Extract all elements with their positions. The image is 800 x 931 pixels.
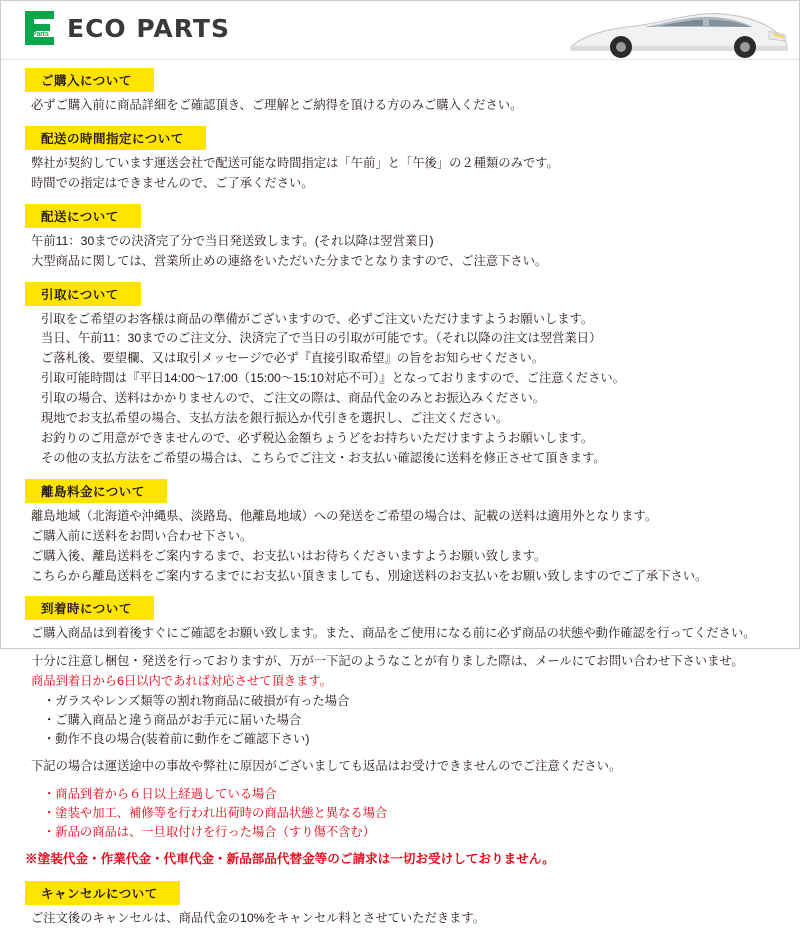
section-line: ご注文後のキャンセルは、商品代金の10%をキャンセル料とさせていただきます。	[31, 911, 486, 926]
section-line: ・ご購入商品と違う商品がお手元に届いた場合	[43, 713, 302, 728]
page-header	[1, 1, 799, 60]
section-title-delivery: 配送について	[25, 204, 141, 228]
section-line: 引取可能時間は『平日14:00～17:00（15:00～15:10対応不可）』となっておりますので、ご注意ください。	[41, 371, 625, 386]
section-line: 大型商品に関しては、営業所止めの連絡をいただいた分までとなりますので、ご注意下さい。	[31, 253, 548, 268]
section-line: 十分に注意し梱包・発送を行っておりますが、万が一下記のようなことが有りました際は、メールにてお問い合わせ下さいませ。	[31, 654, 744, 669]
section-line: 当日、午前11：30までのご注文分、決済完了で当日の引取が可能です。（それ以降の注文は翌営業日）	[41, 331, 602, 346]
section-line: ・商品到着から６日以上経過している場合	[43, 787, 277, 802]
section-line: ・動作不良の場合(装着前に動作をご確認下さい)	[43, 732, 310, 747]
section-title-arrival: 到着時について	[25, 596, 154, 620]
section-line: お釣りのご用意ができませんので、必ず税込金額ちょうどをお持ちいただけますようお願いします。	[41, 430, 594, 445]
section-line: 必ずご購入前に商品詳細をご確認頂き、ご理解とご納得を頂ける方のみご購入ください。	[31, 98, 523, 112]
section-title-delivery-time: 配送の時間指定について	[25, 126, 206, 150]
section-line: 離島地域（北海道や沖縄県、淡路島、他離島地域）への発送をご希望の場合は、記載の送料は適用外となります。	[31, 508, 658, 523]
section-line: 現地でお支払希望の場合、支払方法を銀行振込か代引きを選択し、ご注文ください。	[41, 411, 509, 426]
section-delivery	[1, 196, 799, 274]
section-line: 下記の場合は運送途中の事故や弊社に原因がございましても返品はお受けできませんのでご注意ください。	[31, 759, 622, 774]
section-title-island-fee: 離島料金について	[25, 479, 167, 503]
section-line: 午前11：30までの決済完了分で当日発送致します。(それ以降は翌営業日)	[31, 233, 434, 248]
section-line: 時間での指定はできませんので、ご了承ください。	[31, 175, 314, 190]
section-body-delivery	[1, 232, 799, 274]
section-line: ・新品の商品は、一旦取付けを行った場合（すり傷不含む）	[43, 825, 376, 840]
section-line: ご購入商品は到着後すぐにご確認をお願い致します。また、商品をご使用になる前に必ず商品の状態や動作確認を行ってください。	[31, 626, 756, 641]
section-island-fee	[1, 471, 799, 589]
spacer	[31, 749, 777, 757]
section-line: こちらから離島送料をご案内するまでにお支払い頂きましても、別途送料のお支払いをお願い致しますのでご了承下さい。	[31, 568, 708, 583]
section-cancel	[1, 873, 799, 931]
section-body-purchase	[1, 96, 799, 118]
section-body-arrival	[1, 624, 799, 844]
content-sections	[1, 60, 799, 844]
logo-sub-text: Parts	[32, 31, 49, 38]
section-body-cancel	[1, 909, 799, 931]
eco-parts-logo-icon	[25, 11, 59, 45]
notice-text: ※塗装代金・作業代金・代車代金・新品部品代替金等のご請求は一切お受けしておりません。	[25, 852, 555, 867]
section-title-cancel: キャンセルについて	[25, 881, 180, 905]
brand-logo	[25, 11, 230, 45]
section-line: 引取の場合、送料はかかりませんので、ご注文の際は、商品代金のみとお振込みください。	[41, 391, 545, 406]
section-line: 商品到着日から6日以内であれば対応させて頂きます。	[31, 674, 332, 689]
section-pickup	[1, 274, 799, 471]
brand-name: ECO PARTS	[67, 13, 230, 43]
section-title-purchase: ご購入について	[25, 68, 154, 92]
spacer	[31, 644, 777, 652]
section-line: ・ガラスやレンズ類等の割れ物商品に破損が有った場合	[43, 694, 350, 709]
section-body-island-fee	[1, 507, 799, 589]
section-line: その他の支払方法をご希望の場合は、こちらでご注文・お支払い確認後に送料を修正させて頂きます。	[41, 450, 606, 465]
section-body-pickup	[1, 310, 799, 471]
section-body-delivery-time	[1, 154, 799, 196]
sports-car-image	[563, 3, 793, 59]
section-line: ・塗装や加工、補修等を行われ出荷時の商品状態と異なる場合	[43, 806, 388, 821]
section-line: ご購入前に送料をお問い合わせ下さい。	[31, 528, 253, 543]
section-arrival	[1, 588, 799, 844]
spacer	[31, 777, 777, 785]
section-title-pickup: 引取について	[25, 282, 141, 306]
section-delivery-time	[1, 118, 799, 196]
section-line: ご購入後、離島送料をご案内するまで、お支払いはお待ちくださいますようお願い致します。	[31, 548, 547, 563]
section-line: 弊社が契約しています運送会社で配送可能な時間指定は「午前」と「午後」の２種類のみです。	[31, 155, 559, 170]
section-purchase	[1, 60, 799, 118]
section-line: 引取をご希望のお客様は商品の準備がございますので、必ずご注文いただけますようお願いします。	[41, 311, 594, 326]
section-line: ご落札後、要望欄、又は取引メッセージで必ず『直接引取希望』の旨をお知らせください。	[41, 351, 545, 366]
